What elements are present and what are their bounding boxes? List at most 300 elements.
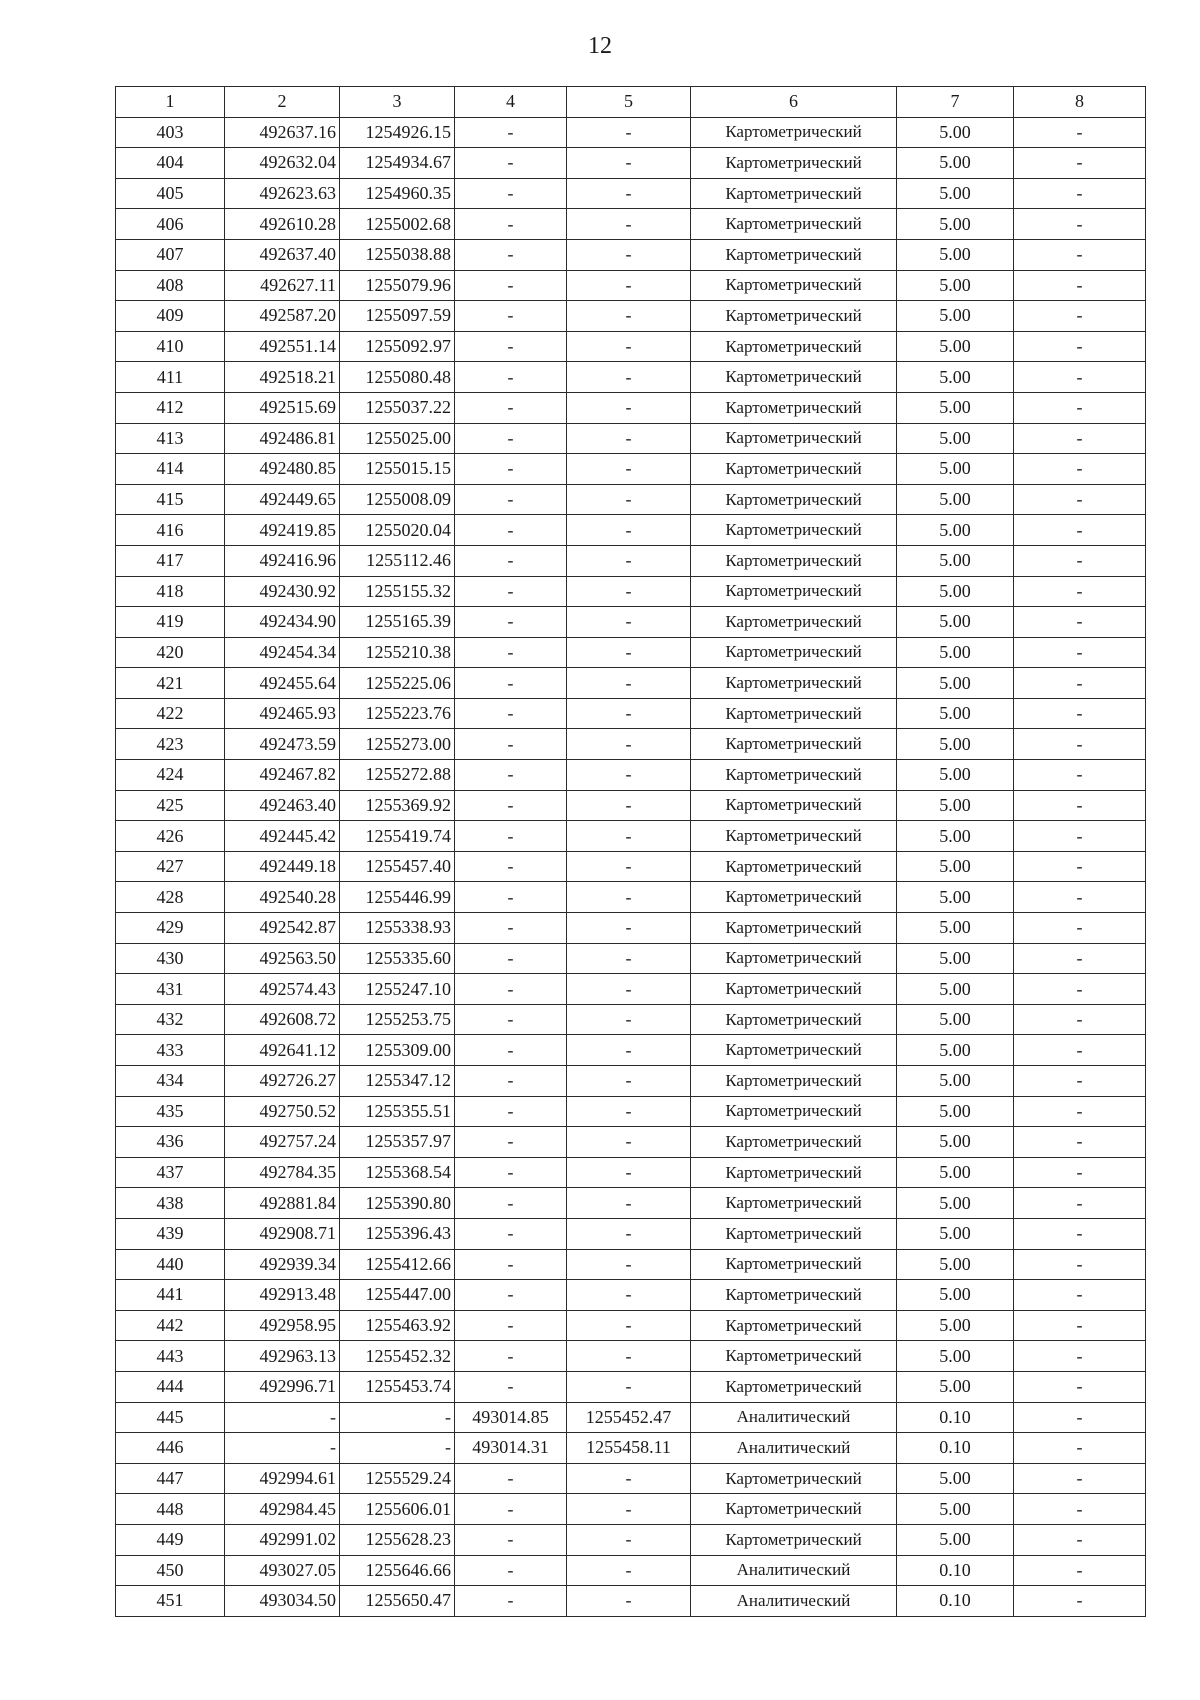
- table-row: [116, 1402, 1146, 1433]
- table-row: [116, 729, 1146, 760]
- table-cell: 412: [116, 392, 225, 423]
- table-cell: -: [1014, 178, 1146, 209]
- table-cell: -: [1014, 239, 1146, 270]
- table-row: [116, 1433, 1146, 1464]
- table-cell: Картометрический: [691, 515, 897, 546]
- table-cell: 1254926.15: [340, 117, 455, 148]
- table-cell: 442: [116, 1310, 225, 1341]
- table-cell: 410: [116, 331, 225, 362]
- table-cell: -: [567, 178, 691, 209]
- table-cell: 1255355.51: [340, 1096, 455, 1127]
- table-cell: 440: [116, 1249, 225, 1280]
- table-cell: 5.00: [897, 1096, 1014, 1127]
- table-cell: 451: [116, 1586, 225, 1617]
- table-cell: -: [567, 790, 691, 821]
- table-cell: Картометрический: [691, 790, 897, 821]
- table-cell: 423: [116, 729, 225, 760]
- table-cell: 409: [116, 301, 225, 332]
- table-cell: 435: [116, 1096, 225, 1127]
- table-cell: 1255272.88: [340, 760, 455, 791]
- table-cell: 492574.43: [225, 974, 340, 1005]
- table-cell: Картометрический: [691, 423, 897, 454]
- table-cell: 5.00: [897, 698, 1014, 729]
- table-cell: Картометрический: [691, 1341, 897, 1372]
- table-cell: -: [567, 239, 691, 270]
- table-row: [116, 270, 1146, 301]
- table-row: [116, 698, 1146, 729]
- table-cell: 434: [116, 1066, 225, 1097]
- table-cell: Аналитический: [691, 1555, 897, 1586]
- table-cell: -: [567, 576, 691, 607]
- table-cell: 1255646.66: [340, 1555, 455, 1586]
- table-cell: -: [1014, 576, 1146, 607]
- table-cell: 492637.40: [225, 239, 340, 270]
- table-cell: 5.00: [897, 484, 1014, 515]
- table-cell: 5.00: [897, 637, 1014, 668]
- table-cell: 492587.20: [225, 301, 340, 332]
- table-cell: 492480.85: [225, 454, 340, 485]
- table-cell: -: [455, 760, 567, 791]
- table-cell: -: [455, 515, 567, 546]
- table-cell: -: [567, 1035, 691, 1066]
- table-row: [116, 178, 1146, 209]
- table-cell: -: [1014, 423, 1146, 454]
- table-cell: -: [455, 1066, 567, 1097]
- table-cell: 406: [116, 209, 225, 240]
- table-cell: -: [455, 1096, 567, 1127]
- table-cell: 5.00: [897, 270, 1014, 301]
- table-cell: 492994.61: [225, 1463, 340, 1494]
- table-cell: 5.00: [897, 545, 1014, 576]
- table-row: [116, 1463, 1146, 1494]
- table-cell: 422: [116, 698, 225, 729]
- table-cell: -: [455, 1249, 567, 1280]
- table-cell: -: [455, 331, 567, 362]
- table-cell: -: [1014, 1310, 1146, 1341]
- table-cell: -: [1014, 1218, 1146, 1249]
- table-cell: 447: [116, 1463, 225, 1494]
- table-row: [116, 239, 1146, 270]
- table-cell: 0.10: [897, 1586, 1014, 1617]
- column-header: 5: [567, 87, 691, 118]
- table-cell: 1254960.35: [340, 178, 455, 209]
- table-cell: 492908.71: [225, 1218, 340, 1249]
- table-cell: Картометрический: [691, 607, 897, 638]
- table-cell: -: [455, 1035, 567, 1066]
- table-cell: 492641.12: [225, 1035, 340, 1066]
- table-cell: 5.00: [897, 362, 1014, 393]
- table-cell: 1255309.00: [340, 1035, 455, 1066]
- table-cell: -: [455, 301, 567, 332]
- column-header: 6: [691, 87, 897, 118]
- table-cell: 1255457.40: [340, 851, 455, 882]
- table-cell: -: [1014, 882, 1146, 913]
- table-cell: 492610.28: [225, 209, 340, 240]
- table-cell: -: [1014, 729, 1146, 760]
- table-row: [116, 362, 1146, 393]
- table-cell: -: [455, 1127, 567, 1158]
- table-cell: -: [455, 545, 567, 576]
- table-cell: 493014.85: [455, 1402, 567, 1433]
- table-cell: -: [567, 484, 691, 515]
- table-cell: 5.00: [897, 1004, 1014, 1035]
- table-cell: -: [567, 1555, 691, 1586]
- table-cell: -: [455, 637, 567, 668]
- table-cell: Картометрический: [691, 454, 897, 485]
- table-cell: -: [455, 1188, 567, 1219]
- table-cell: -: [567, 1066, 691, 1097]
- table-cell: -: [225, 1402, 340, 1433]
- table-cell: 492726.27: [225, 1066, 340, 1097]
- table-cell: 1255338.93: [340, 913, 455, 944]
- table-row: [116, 484, 1146, 515]
- table-cell: 492963.13: [225, 1341, 340, 1372]
- table-cell: 5.00: [897, 943, 1014, 974]
- table-cell: 5.00: [897, 974, 1014, 1005]
- table-cell: 492542.87: [225, 913, 340, 944]
- table-cell: -: [1014, 1066, 1146, 1097]
- table-cell: -: [455, 1310, 567, 1341]
- table-cell: Картометрический: [691, 821, 897, 852]
- table-cell: Картометрический: [691, 239, 897, 270]
- table-cell: -: [455, 362, 567, 393]
- table-cell: 448: [116, 1494, 225, 1525]
- table-cell: 5.00: [897, 1371, 1014, 1402]
- table-cell: 492984.45: [225, 1494, 340, 1525]
- table-cell: -: [1014, 851, 1146, 882]
- table-cell: 492434.90: [225, 607, 340, 638]
- table-cell: Картометрический: [691, 760, 897, 791]
- table-cell: 5.00: [897, 1249, 1014, 1280]
- table-cell: -: [1014, 760, 1146, 791]
- table-cell: 1255210.38: [340, 637, 455, 668]
- table-cell: -: [1014, 1371, 1146, 1402]
- table-cell: 5.00: [897, 301, 1014, 332]
- table-row: [116, 1524, 1146, 1555]
- table-cell: 5.00: [897, 1524, 1014, 1555]
- table-row: [116, 392, 1146, 423]
- table-cell: -: [455, 423, 567, 454]
- table-cell: 0.10: [897, 1402, 1014, 1433]
- table-cell: -: [1014, 1433, 1146, 1464]
- table-cell: Картометрический: [691, 729, 897, 760]
- table-cell: 1255447.00: [340, 1280, 455, 1311]
- table-cell: 493034.50: [225, 1586, 340, 1617]
- table-cell: 1255396.43: [340, 1218, 455, 1249]
- table-cell: -: [455, 698, 567, 729]
- table-cell: -: [455, 117, 567, 148]
- table-cell: Картометрический: [691, 637, 897, 668]
- table-cell: -: [567, 301, 691, 332]
- table-cell: 5.00: [897, 882, 1014, 913]
- table-cell: 446: [116, 1433, 225, 1464]
- table-cell: -: [567, 729, 691, 760]
- table-row: [116, 821, 1146, 852]
- table-cell: 5.00: [897, 821, 1014, 852]
- table-cell: -: [1014, 637, 1146, 668]
- table-row: [116, 1341, 1146, 1372]
- table-cell: -: [567, 1157, 691, 1188]
- table-cell: -: [1014, 148, 1146, 179]
- table-cell: Картометрический: [691, 301, 897, 332]
- table-cell: -: [225, 1433, 340, 1464]
- table-cell: -: [1014, 1402, 1146, 1433]
- table-cell: Картометрический: [691, 1218, 897, 1249]
- table-cell: -: [567, 362, 691, 393]
- table-cell: -: [1014, 209, 1146, 240]
- table-row: [116, 1066, 1146, 1097]
- table-cell: -: [567, 637, 691, 668]
- table-cell: 493014.31: [455, 1433, 567, 1464]
- table-cell: 1255369.92: [340, 790, 455, 821]
- table-cell: 1255097.59: [340, 301, 455, 332]
- table-cell: -: [455, 668, 567, 699]
- table-cell: -: [567, 1249, 691, 1280]
- table-cell: 5.00: [897, 1218, 1014, 1249]
- table-cell: -: [455, 178, 567, 209]
- table-cell: -: [455, 1586, 567, 1617]
- table-row: [116, 851, 1146, 882]
- table-row: [116, 1188, 1146, 1219]
- table-cell: 439: [116, 1218, 225, 1249]
- table-cell: 492996.71: [225, 1371, 340, 1402]
- table-row: [116, 1249, 1146, 1280]
- table-cell: 5.00: [897, 1188, 1014, 1219]
- table-cell: Картометрический: [691, 1371, 897, 1402]
- table-cell: 5.00: [897, 607, 1014, 638]
- table-cell: 1255165.39: [340, 607, 455, 638]
- table-cell: 1255446.99: [340, 882, 455, 913]
- table-cell: 492750.52: [225, 1096, 340, 1127]
- table-cell: 5.00: [897, 1280, 1014, 1311]
- table-cell: 5.00: [897, 392, 1014, 423]
- table-cell: -: [1014, 1555, 1146, 1586]
- table-row: [116, 637, 1146, 668]
- table-cell: 492881.84: [225, 1188, 340, 1219]
- table-cell: -: [567, 1341, 691, 1372]
- table-cell: -: [567, 1310, 691, 1341]
- table-cell: Картометрический: [691, 148, 897, 179]
- table-cell: 5.00: [897, 790, 1014, 821]
- table-cell: 421: [116, 668, 225, 699]
- table-cell: -: [1014, 1341, 1146, 1372]
- table-cell: 404: [116, 148, 225, 179]
- table-cell: 492416.96: [225, 545, 340, 576]
- table-cell: 415: [116, 484, 225, 515]
- table-cell: 492991.02: [225, 1524, 340, 1555]
- table-cell: 5.00: [897, 117, 1014, 148]
- table-cell: 1255650.47: [340, 1586, 455, 1617]
- table-cell: -: [1014, 117, 1146, 148]
- table-cell: Картометрический: [691, 209, 897, 240]
- table-cell: 5.00: [897, 178, 1014, 209]
- table-cell: Картометрический: [691, 943, 897, 974]
- table-cell: Картометрический: [691, 882, 897, 913]
- table-cell: 5.00: [897, 729, 1014, 760]
- table-cell: -: [567, 943, 691, 974]
- table-cell: -: [455, 576, 567, 607]
- table-cell: -: [1014, 362, 1146, 393]
- table-cell: -: [455, 1555, 567, 1586]
- table-cell: -: [455, 1218, 567, 1249]
- table-cell: 1255079.96: [340, 270, 455, 301]
- table-cell: 1255458.11: [567, 1433, 691, 1464]
- table-cell: 5.00: [897, 760, 1014, 791]
- table-cell: 441: [116, 1280, 225, 1311]
- table-cell: -: [455, 239, 567, 270]
- table-cell: -: [567, 607, 691, 638]
- table-cell: 492515.69: [225, 392, 340, 423]
- table-cell: 492757.24: [225, 1127, 340, 1158]
- table-cell: -: [567, 1280, 691, 1311]
- table-cell: 417: [116, 545, 225, 576]
- table-cell: -: [340, 1402, 455, 1433]
- table-cell: -: [567, 698, 691, 729]
- table-cell: 5.00: [897, 1127, 1014, 1158]
- table-cell: -: [1014, 392, 1146, 423]
- table-cell: 1255628.23: [340, 1524, 455, 1555]
- table-cell: 1255253.75: [340, 1004, 455, 1035]
- table-cell: 492563.50: [225, 943, 340, 974]
- table-row: [116, 1280, 1146, 1311]
- table-row: [116, 1218, 1146, 1249]
- table-cell: 492518.21: [225, 362, 340, 393]
- table-cell: Картометрический: [691, 1188, 897, 1219]
- table-cell: -: [1014, 1127, 1146, 1158]
- table-cell: Картометрический: [691, 851, 897, 882]
- table-cell: 492419.85: [225, 515, 340, 546]
- table-cell: -: [455, 484, 567, 515]
- table-cell: Картометрический: [691, 270, 897, 301]
- table-cell: -: [567, 913, 691, 944]
- table-cell: -: [455, 1463, 567, 1494]
- table-cell: 492627.11: [225, 270, 340, 301]
- table-row: [116, 913, 1146, 944]
- table-cell: 492467.82: [225, 760, 340, 791]
- table-cell: -: [567, 117, 691, 148]
- table-cell: -: [1014, 484, 1146, 515]
- table-row: [116, 668, 1146, 699]
- table-row: [116, 454, 1146, 485]
- table-cell: -: [1014, 668, 1146, 699]
- table-cell: -: [567, 545, 691, 576]
- page-number: 12: [588, 33, 612, 59]
- table-row: [116, 301, 1146, 332]
- table-row: [116, 515, 1146, 546]
- table-cell: 492463.40: [225, 790, 340, 821]
- table-cell: -: [1014, 1524, 1146, 1555]
- table-cell: -: [1014, 698, 1146, 729]
- table-cell: Картометрический: [691, 1004, 897, 1035]
- table-cell: 492637.16: [225, 117, 340, 148]
- table-cell: -: [1014, 1157, 1146, 1188]
- table-cell: 5.00: [897, 851, 1014, 882]
- table-cell: 1255368.54: [340, 1157, 455, 1188]
- table-cell: Картометрический: [691, 974, 897, 1005]
- table-cell: -: [567, 1463, 691, 1494]
- table-cell: 492958.95: [225, 1310, 340, 1341]
- table-cell: 1255038.88: [340, 239, 455, 270]
- table-cell: -: [1014, 1463, 1146, 1494]
- table-row: [116, 209, 1146, 240]
- table-cell: Картометрический: [691, 392, 897, 423]
- table-cell: 414: [116, 454, 225, 485]
- table-cell: 445: [116, 1402, 225, 1433]
- table-cell: -: [1014, 607, 1146, 638]
- table-cell: Картометрический: [691, 1127, 897, 1158]
- column-header: 2: [225, 87, 340, 118]
- table-row: [116, 1157, 1146, 1188]
- table-cell: 430: [116, 943, 225, 974]
- table-cell: 5.00: [897, 1341, 1014, 1372]
- table-cell: Аналитический: [691, 1586, 897, 1617]
- table-cell: -: [455, 607, 567, 638]
- table-cell: 1255155.32: [340, 576, 455, 607]
- table-cell: 5.00: [897, 1066, 1014, 1097]
- table-cell: -: [567, 515, 691, 546]
- table-cell: -: [455, 1341, 567, 1372]
- table-cell: 492449.18: [225, 851, 340, 882]
- table-cell: -: [1014, 515, 1146, 546]
- table-cell: -: [1014, 1035, 1146, 1066]
- table-cell: -: [1014, 1188, 1146, 1219]
- table-cell: 405: [116, 178, 225, 209]
- table-row: [116, 1127, 1146, 1158]
- table-cell: 1255606.01: [340, 1494, 455, 1525]
- table-cell: -: [455, 1371, 567, 1402]
- table-cell: 5.00: [897, 209, 1014, 240]
- table-cell: 443: [116, 1341, 225, 1372]
- table-cell: Картометрический: [691, 1524, 897, 1555]
- table-cell: 492632.04: [225, 148, 340, 179]
- table-cell: 1255020.04: [340, 515, 455, 546]
- table-cell: 413: [116, 423, 225, 454]
- table-row: [116, 331, 1146, 362]
- table-cell: 5.00: [897, 576, 1014, 607]
- table-cell: -: [567, 1371, 691, 1402]
- table-cell: 419: [116, 607, 225, 638]
- table-cell: -: [1014, 1280, 1146, 1311]
- table-row: [116, 1555, 1146, 1586]
- table-cell: Картометрический: [691, 1310, 897, 1341]
- table-cell: -: [567, 1188, 691, 1219]
- table-cell: 1255015.15: [340, 454, 455, 485]
- table-cell: 492445.42: [225, 821, 340, 852]
- header-row: [116, 87, 1146, 118]
- table-cell: -: [455, 1004, 567, 1035]
- table-cell: Картометрический: [691, 1035, 897, 1066]
- table-row: [116, 760, 1146, 791]
- column-header: 7: [897, 87, 1014, 118]
- table-row: [116, 1035, 1146, 1066]
- table-cell: 1255273.00: [340, 729, 455, 760]
- table-cell: 1255357.97: [340, 1127, 455, 1158]
- table-cell: 1255092.97: [340, 331, 455, 362]
- table-cell: Картометрический: [691, 362, 897, 393]
- table-cell: 433: [116, 1035, 225, 1066]
- table-cell: -: [567, 821, 691, 852]
- table-cell: 438: [116, 1188, 225, 1219]
- table-cell: 492449.65: [225, 484, 340, 515]
- table-cell: 1254934.67: [340, 148, 455, 179]
- table-cell: -: [455, 1157, 567, 1188]
- table-cell: 0.10: [897, 1555, 1014, 1586]
- table-cell: Картометрический: [691, 178, 897, 209]
- table-cell: -: [455, 209, 567, 240]
- table-cell: 492465.93: [225, 698, 340, 729]
- table-cell: -: [455, 974, 567, 1005]
- table-cell: -: [455, 270, 567, 301]
